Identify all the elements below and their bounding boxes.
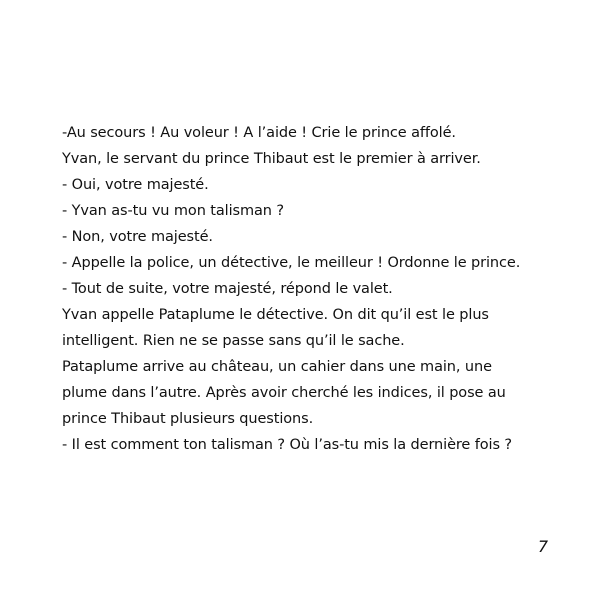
story-line-13: - Il est comment ton talisman ? Où l’as-tu mis la dernière fois ? bbox=[62, 437, 513, 453]
story-line-3: - Oui, votre majesté. bbox=[62, 177, 209, 193]
story-line-10: Pataplume arrive au château, un cahier dans une main, une bbox=[62, 359, 492, 375]
story-line-7: - Tout de suite, votre majesté, répond le valet. bbox=[62, 281, 393, 297]
story-line-11: plume dans l’autre. Après avoir cherché les indices, il pose au bbox=[62, 385, 506, 401]
story-line-6: - Appelle la police, un détective, le meilleur ! Ordonne le prince. bbox=[62, 255, 521, 271]
story-line-12: prince Thibaut plusieurs questions. bbox=[62, 411, 314, 427]
story-line-5: - Non, votre majesté. bbox=[62, 229, 213, 245]
page-number: 7 bbox=[537, 537, 548, 556]
story-line-9: intelligent. Rien ne se passe sans qu’il le sache. bbox=[62, 333, 405, 349]
story-line-8: Yvan appelle Pataplume le détective. On dit qu’il est le plus bbox=[62, 307, 489, 323]
story-line-2: Yvan, le servant du prince Thibaut est le premier à arriver. bbox=[62, 151, 481, 167]
story-line-4: - Yvan as-tu vu mon talisman ? bbox=[62, 203, 284, 219]
story-text bbox=[62, 120, 562, 458]
story-line-1: -Au secours ! Au voleur ! A l’aide ! Crie le prince affolé. bbox=[62, 125, 456, 141]
